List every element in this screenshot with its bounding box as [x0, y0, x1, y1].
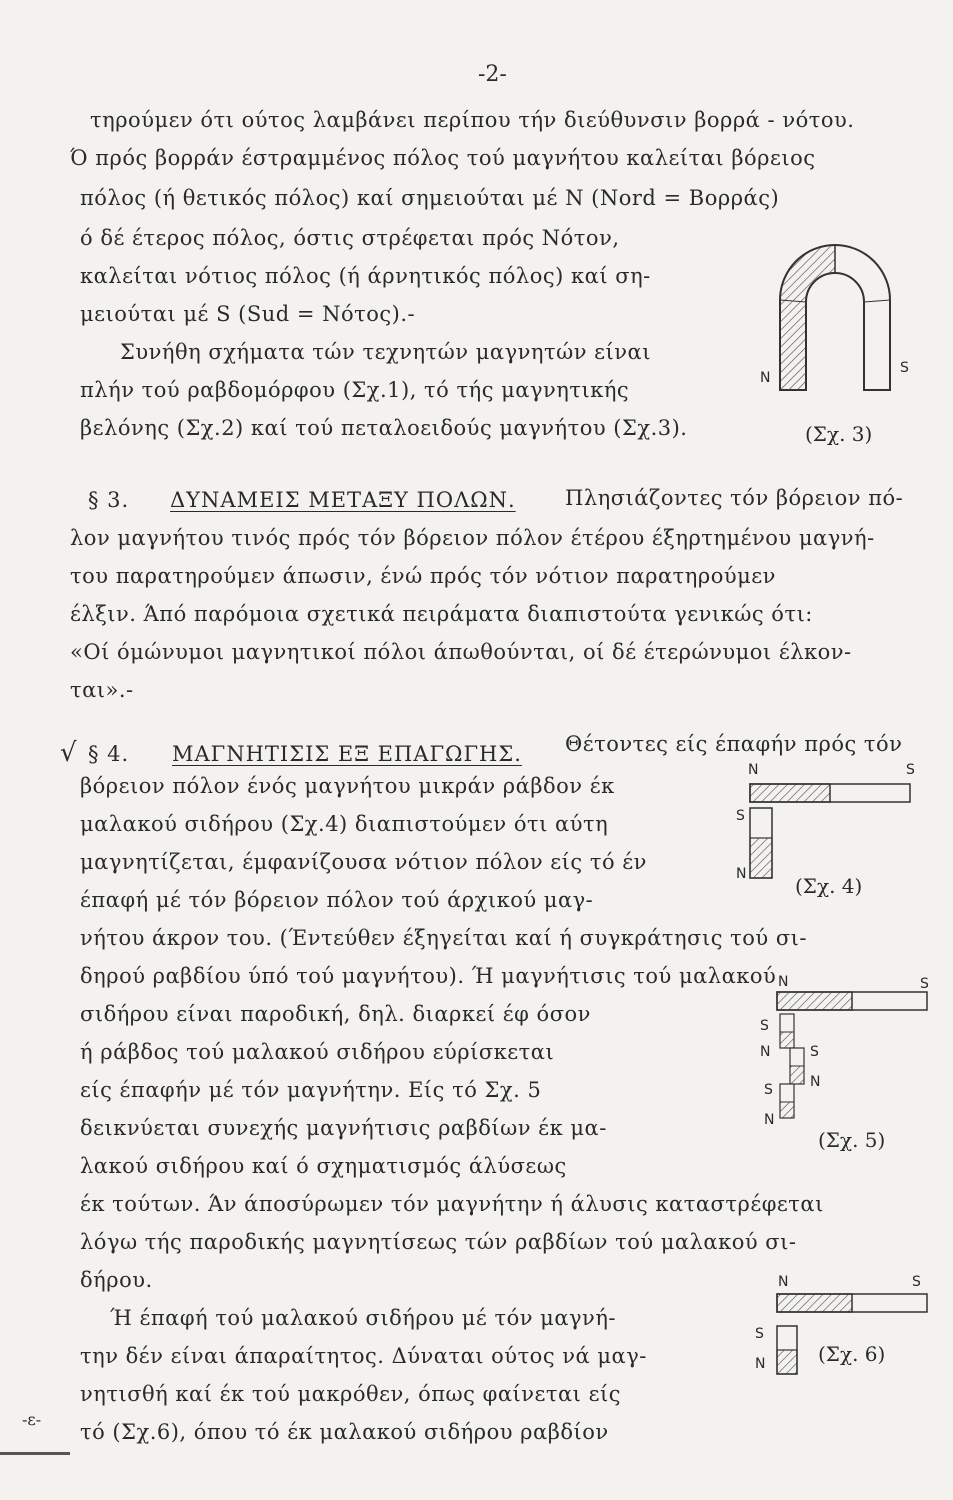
figure-caption: (Σχ. 5): [818, 1128, 886, 1152]
horseshoe-magnet-figure: [770, 230, 910, 430]
chain-label: N: [764, 1112, 775, 1128]
fig4-magnet-and-rod: [745, 784, 915, 884]
pole-label-s: S: [900, 360, 909, 376]
text-line: δεικνύεται συνεχής μαγνήτισις ραβδίων έκ μα-: [80, 1116, 607, 1140]
pole-label-n: N: [760, 370, 771, 386]
text-line: πλήν τού ραβδομόρφου (Σχ.1), τό τής μαγνητικής: [80, 378, 630, 402]
text-line: «Οί όμώνυμοι μαγνητικοί πόλοι άπωθούνται, οί δέ έτερώνυμοι έλκον-: [70, 640, 852, 664]
fig5-magnet-chain: [772, 992, 932, 1132]
figure-caption: (Σχ. 3): [805, 422, 873, 446]
text-line: την δέν είναι άπαραίτητος. Δύναται ούτος νά μαγ-: [80, 1344, 647, 1368]
figure-caption: (Σχ. 6): [818, 1342, 886, 1366]
chain-label: S: [810, 1044, 819, 1060]
text-line: τηρούμεν ότι ούτος λαμβάνει περίπου τήν διεύθυνσιν βορρά - νότου.: [90, 108, 855, 132]
text-line: νήτου άκρον του. (Έντεύθεν έξηγείται καί ή συγκράτησις τού σι-: [80, 926, 807, 950]
pole-label-n: N: [778, 1274, 789, 1290]
section-number: § 4.: [88, 742, 130, 766]
footer-mark: -ε-: [22, 1410, 42, 1429]
text-line: βόρειον πόλον ένός μαγνήτου μικράν ράβδον έκ: [80, 774, 615, 798]
chain-label: N: [810, 1074, 821, 1090]
text-line: νητισθή καί έκ τού μακρόθεν, όπως φαίνεται είς: [80, 1382, 621, 1406]
text-line: ό δέ έτερος πόλος, όστις στρέφεται πρός Νότον,: [80, 226, 620, 250]
section-number: § 3.: [88, 488, 130, 512]
text-line: μειούται μέ S (Sud = Νότος).-: [80, 302, 416, 326]
text-line: έπαφή μέ τόν βόρειον πόλον τού άρχικού μαγ-: [80, 888, 594, 912]
scan-edge-mark: [0, 1452, 70, 1455]
text-line: έλξιν. Άπό παρόμοια σχετικά πειράματα διαπιστούτα γενικώς ότι:: [70, 602, 813, 626]
pole-label-n: N: [748, 762, 759, 778]
text-line: Ή έπαφή τού μαλακού σιδήρου μέ τόν μαγνή-: [110, 1306, 617, 1330]
pole-label-n: N: [736, 866, 747, 882]
chain-label: S: [764, 1082, 773, 1098]
pole-label-s: S: [906, 762, 915, 778]
chain-label: S: [760, 1018, 769, 1034]
pole-label-n: N: [755, 1356, 766, 1372]
text-line: καλείται νότιος πόλος (ή άρνητικός πόλος) καί ση-: [80, 264, 651, 288]
pole-label-s: S: [920, 976, 929, 992]
page-number: -2-: [478, 62, 507, 87]
text-line: έκ τούτων. Άν άποσύρωμεν τόν μαγνήτην ή άλυσις καταστρέφεται: [80, 1192, 824, 1216]
pole-label-n: N: [778, 974, 789, 990]
text-line: ται».-: [70, 678, 134, 702]
chain-label: N: [760, 1044, 771, 1060]
text-line: πόλος (ή θετικός πόλος) καί σημειούται μέ Ν (Nord = Βορράς): [80, 186, 780, 210]
text-line: είς έπαφήν μέ τόν μαγνήτην. Είς τό Σχ. 5: [80, 1078, 542, 1102]
pole-label-s: S: [912, 1274, 921, 1290]
text-line: του παρατηρούμεν άπωσιν, ένώ πρός τόν νότιον παρατηρούμεν: [70, 564, 776, 588]
section-title: ΔΥΝΑΜΕΙΣ ΜΕΤΑΞΥ ΠΟΛΩΝ.: [170, 488, 516, 512]
text-line: δήρου.: [80, 1268, 153, 1292]
text-line: λον μαγνήτου τινός πρός τόν βόρειον πόλον έτέρου έξηρτημένου μαγνή-: [70, 526, 875, 550]
pole-label-s: S: [755, 1326, 764, 1342]
text-line: σιδήρου είναι παροδική, δηλ. διαρκεί έφ όσον: [80, 1002, 591, 1026]
text-line: μαλακού σιδήρου (Σχ.4) διαπιστούμεν ότι αύτη: [80, 812, 609, 836]
pole-label-s: S: [736, 808, 745, 824]
text-line: μαγνητίζεται, έμφανίζουσα νότιον πόλον είς τό έν: [80, 850, 647, 874]
text-line: βελόνης (Σχ.2) καί τού πεταλοειδούς μαγνήτου (Σχ.3).: [80, 416, 688, 440]
text-line: λακού σιδήρου καί ό σχηματισμός άλύσεως: [80, 1154, 567, 1178]
text-line: Θέτοντες είς έπαφήν πρός τόν: [565, 732, 903, 756]
text-line: λόγω τής παροδικής μαγνητίσεως τών ραβδίων τού μαλακού σι-: [80, 1230, 797, 1254]
text-line: Πλησιάζοντες τόν βόρειον πό-: [565, 486, 904, 510]
section-title: ΜΑΓΝΗΤΙΣΙΣ ΕΞ ΕΠΑΓΩΓΗΣ.: [172, 742, 522, 766]
text-line: Ό πρός βορράν έστραμμένος πόλος τού μαγνήτου καλείται βόρειος: [70, 146, 816, 170]
text-line: Συνήθη σχήματα τών τεχνητών μαγνητών είναι: [120, 340, 651, 364]
figure-caption: (Σχ. 4): [795, 874, 863, 898]
check-mark: √: [60, 738, 77, 768]
text-line: δηρού ραβδίου ύπό τού μαγνήτου). Ή μαγνήτισις τού μαλακού: [80, 964, 777, 988]
text-line: ή ράβδος τού μαλακού σιδήρου εύρίσκεται: [80, 1040, 555, 1064]
text-line: τό (Σχ.6), όπου τό έκ μαλακού σιδήρου ραβδίον: [80, 1420, 609, 1444]
